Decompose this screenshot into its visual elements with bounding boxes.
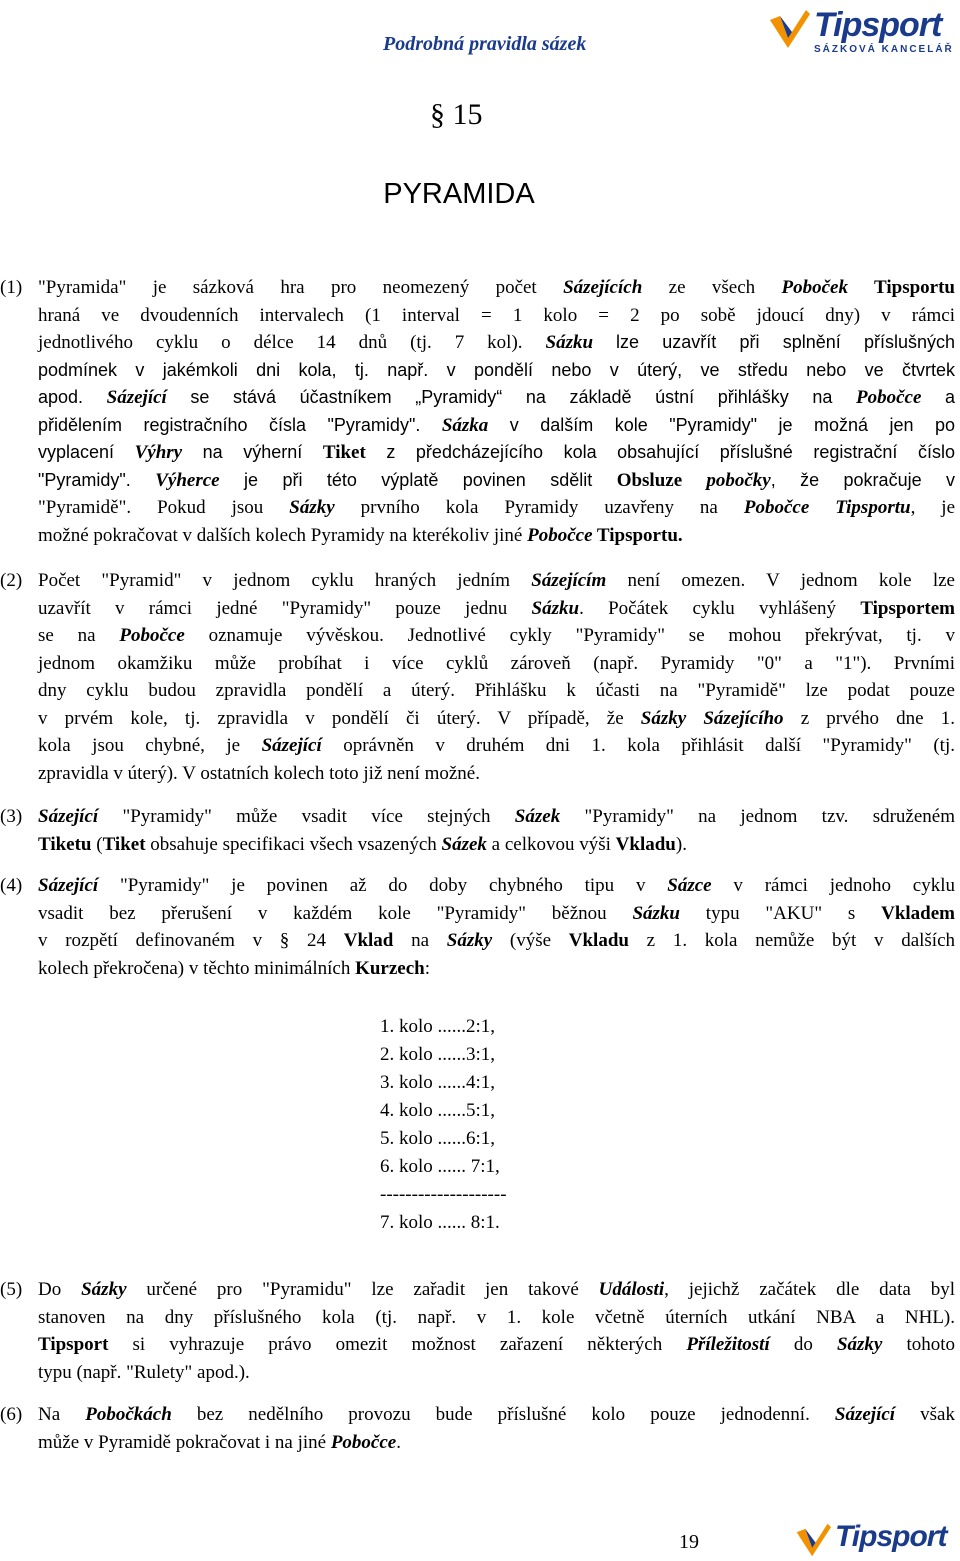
text-line: "Pyramidy". Výherce je při této výplatě povinen sdělit Obsluze pobočky, že pokračuje v xyxy=(38,469,956,491)
text-line: podmínek v jakémkoli dni kola, tj. např. v pondělí nebo v úterý, ve středu nebo ve čtvrtek xyxy=(38,359,955,380)
odds-separator: -------------------- xyxy=(380,1184,507,1205)
text-line: přidělením registračního čísla "Pyramidy". Sázka v dalším kole "Pyramidy" je možná jen po xyxy=(38,414,955,436)
paragraph-number: (2) xyxy=(0,570,23,591)
text-line: zpravidla v úterý). V ostatních kolech toto již není možné. xyxy=(38,762,480,784)
logo-wordmark: Tipsport xyxy=(814,6,942,44)
section-number: § 15 xyxy=(430,98,483,131)
odds-row: 7. kolo ...... 8:1. xyxy=(380,1212,500,1233)
odds-row: 1. kolo ......2:1, xyxy=(380,1016,496,1037)
text-line: Sázející "Pyramidy" může vsadit více stejných Sázek "Pyramidy" na jednom tzv. sdruženém xyxy=(38,806,955,827)
paragraph-number: (1) xyxy=(0,277,23,298)
odds-row: 6. kolo ...... 7:1, xyxy=(380,1156,500,1177)
text-line: kolech překročena) v těchto minimálních Kurzech: xyxy=(38,957,431,979)
minimum-odds-list xyxy=(380,1013,507,1237)
paragraph-body xyxy=(38,872,955,982)
logo-subtitle: SÁZKOVÁ KANCELÁŘ xyxy=(814,44,954,55)
paragraph-2 xyxy=(0,567,955,787)
tipsport-logo xyxy=(766,8,954,55)
paragraph-number: (3) xyxy=(0,806,23,827)
tipsport-swoosh-icon xyxy=(793,1522,833,1558)
text-line: v rozpětí definovaném v § 24 Vklad na Sázky (výše Vkladu z 1. kola nemůže být v dalších xyxy=(38,930,956,951)
text-line: kola jsou chybné, je Sázející oprávněn v druhém dni 1. kola přihlásit další "Pyramidy" (tj. xyxy=(38,735,955,756)
text-line: Sázející "Pyramidy" je povinen až do doby chybného tipu v Sázce v rámci jednoho cyklu xyxy=(38,875,955,896)
paragraph-1 xyxy=(0,274,955,549)
text-line: stanoven na dny příslušného kola (tj. např. v 1. kole včetně úterních utkání NBA a NHL). xyxy=(38,1306,955,1328)
text-line: se na Pobočce oznamuje vývěskou. Jednotlivé cykly "Pyramidy" se mohou překrývat, tj. v xyxy=(38,625,955,646)
text-line: apod. Sázející se stává účastníkem „Pyramidy“ na základě ústní přihlášky na Pobočce a xyxy=(38,387,955,408)
text-line: jednom okamžiku může probíhat i více cyklů zároveň (např. Pyramidy "0" a "1"). Prvními xyxy=(38,652,955,674)
text-line: Počet "Pyramid" v jednom cyklu hraných jedním Sázejícím není omezen. V jednom kole lze xyxy=(38,570,955,591)
text-line: "Pyramidě". Pokud jsou Sázky prvního kola Pyramidy uzavřeny na Pobočce Tipsportu, je xyxy=(38,497,956,518)
logo-wordmark: Tipsport xyxy=(835,1520,947,1553)
odds-row: 4. kolo ......5:1, xyxy=(380,1100,496,1121)
text-line: v prvém kole, tj. zpravidla v pondělí či úterý. V případě, že Sázky Sázejícího z prvého dne 1. xyxy=(38,707,955,729)
paragraph-number: (4) xyxy=(0,875,23,896)
paragraph-3 xyxy=(0,803,955,858)
text-line: vyplacení Výhry na výherní Tiket z předcházejícího kola obsahující příslušné registrační číslo xyxy=(38,442,955,463)
paragraph-number: (6) xyxy=(0,1404,23,1425)
text-line: vsadit bez přerušení v každém kole "Pyramidy" běžnou Sázku typu "AKU" s Vkladem xyxy=(38,902,955,924)
page-number: 19 xyxy=(679,1531,699,1553)
paragraph-body xyxy=(38,1401,955,1456)
paragraph-body xyxy=(38,803,955,858)
text-line: uzavřít v rámci jedné "Pyramidy" pouze jednu Sázku. Počátek cyklu vyhlášený Tipsportem xyxy=(38,597,955,619)
text-line: typu (např. "Rulety" apod.). xyxy=(38,1361,250,1383)
section-title: PYRAMIDA xyxy=(383,178,535,210)
odds-row: 3. kolo ......4:1, xyxy=(380,1072,496,1093)
header-title: Podrobná pravidla sázek xyxy=(383,33,587,55)
odds-row: 5. kolo ......6:1, xyxy=(380,1128,496,1149)
text-line: hraná ve dvoudenních intervalech (1 interval = 1 kolo = 2 po sobě jdoucí dny) v rámci xyxy=(38,304,955,326)
text-line: Na Pobočkách bez nedělního provozu bude příslušné kolo pouze jednodenní. Sázející však xyxy=(38,1404,955,1425)
odds-row: 2. kolo ......3:1, xyxy=(380,1044,496,1065)
tipsport-swoosh-icon xyxy=(766,8,812,50)
paragraph-body xyxy=(38,567,955,787)
paragraph-5 xyxy=(0,1276,955,1386)
text-line: možné pokračovat v dalších kolech Pyramidy na kterékoliv jiné Pobočce Tipsportu. xyxy=(38,524,683,546)
paragraph-number: (5) xyxy=(0,1279,23,1300)
text-line: dny cyklu budou zpravidla pondělí a úterý. Přihlášku k účasti na "Pyramidě" lze podat pouze xyxy=(38,680,955,701)
paragraph-body xyxy=(38,1276,955,1386)
paragraph-body xyxy=(38,274,955,549)
paragraph-6 xyxy=(0,1401,955,1456)
text-line: Do Sázky určené pro "Pyramidu" lze zařadit jen takové Události, jejichž začátek dle data byl xyxy=(38,1279,955,1300)
text-line: může v Pyramidě pokračovat i na jiné Pobočce. xyxy=(38,1431,401,1453)
text-line: "Pyramida" je sázková hra pro neomezený počet Sázejících ze všech Poboček Tipsportu xyxy=(38,277,955,298)
text-line: Tiketu (Tiket obsahuje specifikaci všech vsazených Sázek a celkovou výši Vkladu). xyxy=(38,833,687,855)
text-line: jednotlivého cyklu o délce 14 dnů (tj. 7 kol). Sázku lze uzavřít při splnění příslušných xyxy=(38,332,956,353)
text-line: Tipsport si vyhrazuje právo omezit možnost zařazení některých Příležitostí do Sázky tohoto xyxy=(38,1334,956,1355)
tipsport-logo-footer xyxy=(793,1522,946,1558)
paragraph-4 xyxy=(0,872,955,982)
